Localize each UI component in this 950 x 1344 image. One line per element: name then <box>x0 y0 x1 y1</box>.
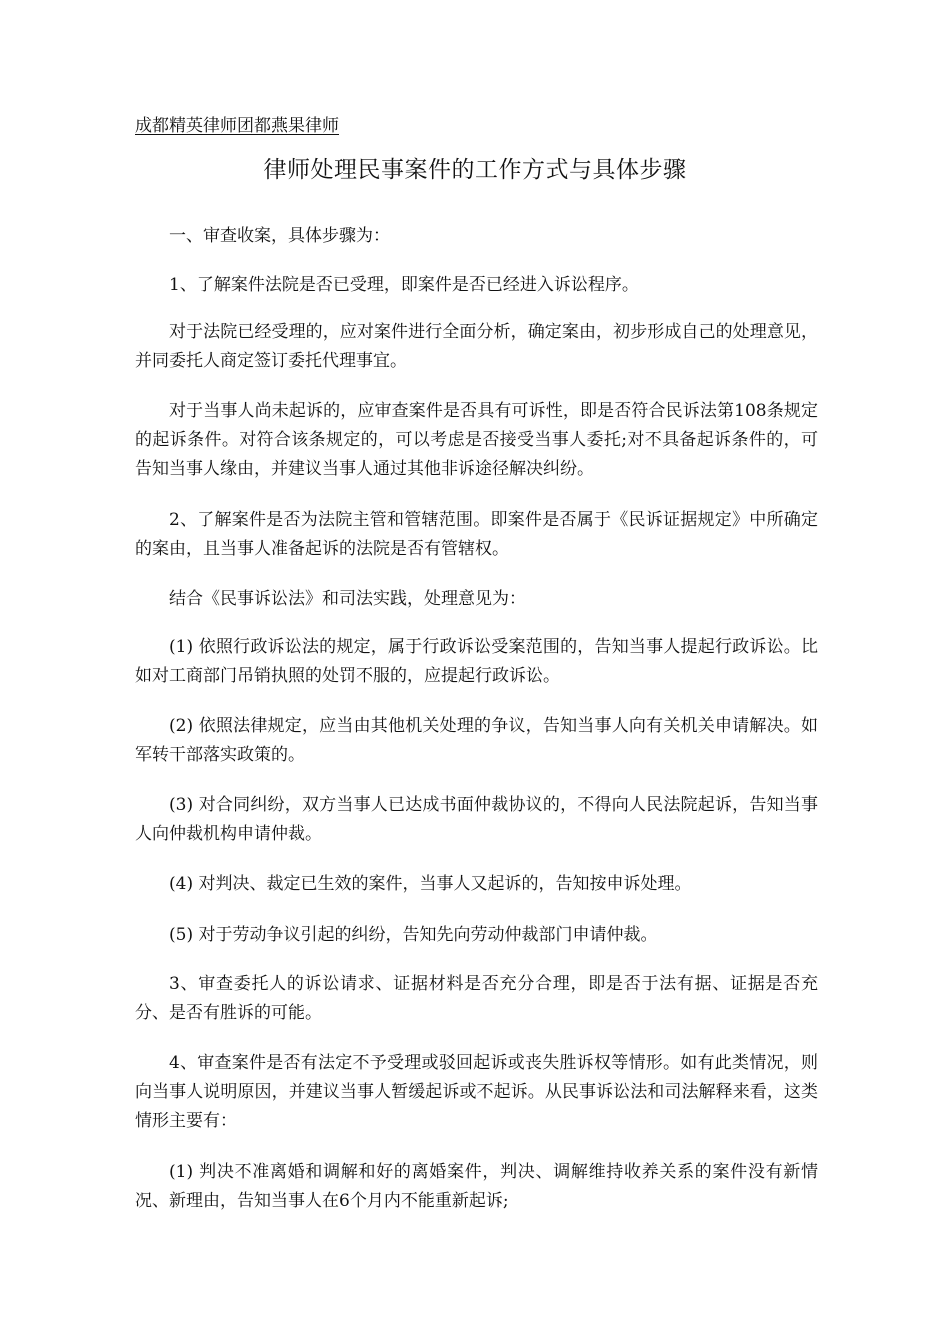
paragraph-1: 1、了解案件法院是否已受理，即案件是否已经进入诉讼程序。 <box>169 275 639 295</box>
paragraph-5: 结合《民事诉讼法》和司法实践，处理意见为： <box>169 589 526 609</box>
paragraph-7: 4、审查案件是否有法定不予受理或驳回起诉或丧失胜诉权等情形。如有此类情况，则向当事人说明原因，并建议当事人暂缓起诉或不起诉。从民事诉讼法和司法解释来看，这类情形主要有： <box>135 1053 818 1131</box>
author-header-link[interactable]: 成都精英律师团都燕果律师 <box>135 116 339 136</box>
list-item-1: (1) 依照行政诉讼法的规定，属于行政诉讼受案范围的，告知当事人提起行政诉讼。比如对工商部门吊销执照的处罚不服的，应提起行政诉讼。 <box>135 637 818 686</box>
list-item-2: (2) 依照法律规定，应当由其他机关处理的争议，告知当事人向有关机关申请解决。如军转干部落实政策的。 <box>135 716 818 765</box>
list-item-4: (4) 对判决、裁定已生效的案件，当事人又起诉的，告知按申诉处理。 <box>169 874 692 894</box>
list-item-6: (1) 判决不准离婚和调解和好的离婚案件，判决、调解维持收养关系的案件没有新情况、新理由，告知当事人在6个月内不能重新起诉; <box>135 1162 818 1211</box>
section-heading-1: 一、审查收案，具体步骤为： <box>169 226 390 246</box>
list-item-5: (5) 对于劳动争议引起的纠纷，告知先向劳动仲裁部门申请仲裁。 <box>169 925 658 945</box>
paragraph-2: 对于法院已经受理的，应对案件进行全面分析，确定案由，初步形成自己的处理意见，并同委托人商定签订委托代理事宜。 <box>135 322 818 371</box>
paragraph-4: 2、了解案件是否为法院主管和管辖范围。即案件是否属于《民诉证据规定》中所确定的案由，且当事人准备起诉的法院是否有管辖权。 <box>135 510 818 559</box>
paragraph-6: 3、审查委托人的诉讼请求、证据材料是否充分合理，即是否于法有据、证据是否充分、是否有胜诉的可能。 <box>135 974 818 1023</box>
list-item-3: (3) 对合同纠纷，双方当事人已达成书面仲裁协议的，不得向人民法院起诉，告知当事人向仲裁机构申请仲裁。 <box>135 795 818 844</box>
document-title: 律师处理民事案件的工作方式与具体步骤 <box>263 157 687 183</box>
paragraph-3: 对于当事人尚未起诉的，应审查案件是否具有可诉性，即是否符合民诉法第108条规定的起诉条件。对符合该条规定的，可以考虑是否接受当事人委托;对不具备起诉条件的，可告知当事人缘由，并建议当事人通过其他非诉途径解决纠纷。 <box>135 401 818 479</box>
